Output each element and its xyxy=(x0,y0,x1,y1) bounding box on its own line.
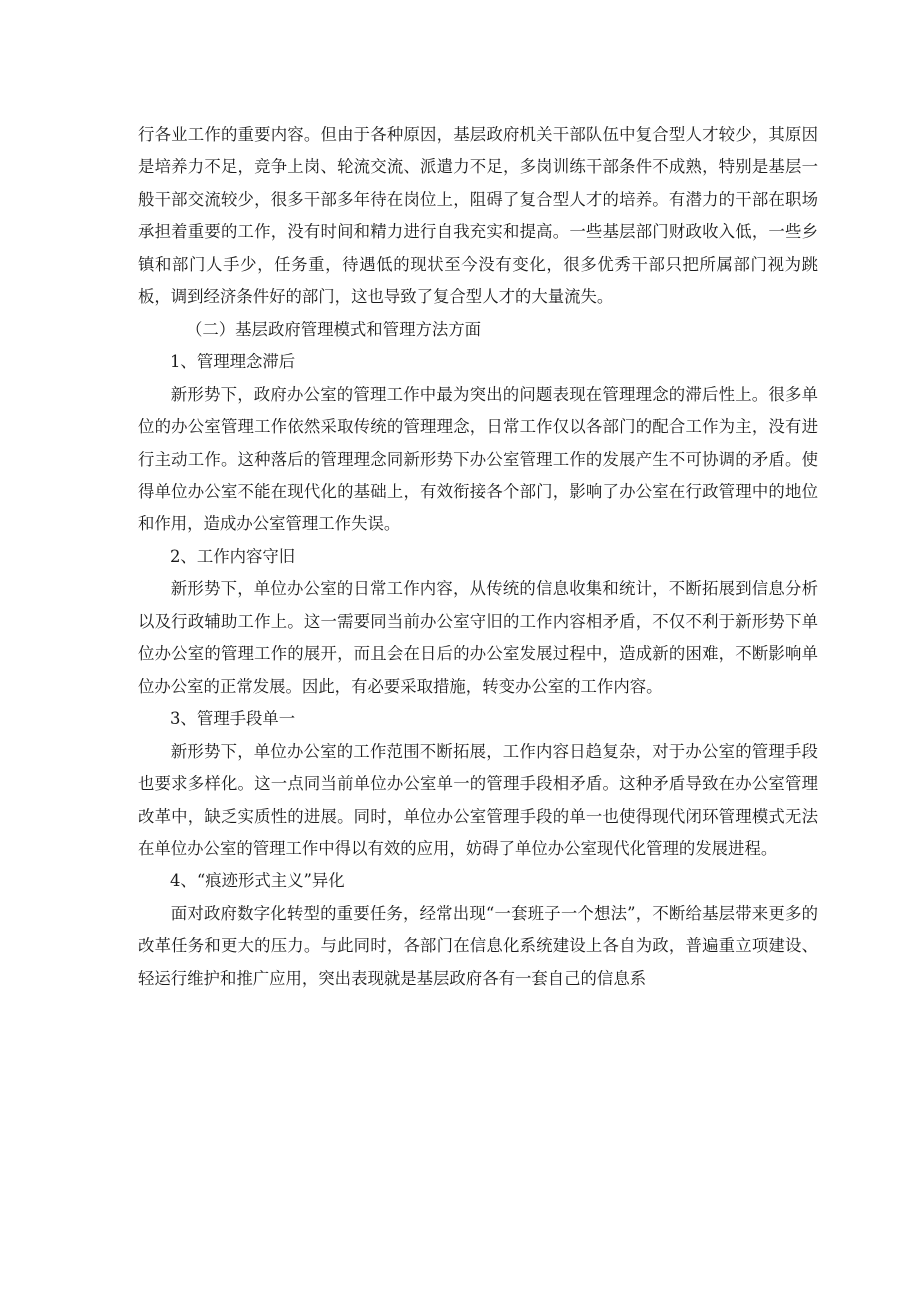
document-body xyxy=(138,119,818,995)
paragraph-work-content: 新形势下，单位办公室的日常工作内容，从传统的信息收集和统计，不断拓展到信息分析以及行政辅助工作上。这一需要同当前办公室守旧的工作内容相矛盾，不仅不利于新形势下单位办公室的管理工作的展开，而且会在日后的办公室发展过程中，造成新的困难，不断影响单位办公室的正常发展。因此，有必要采取措施，转变办公室的工作内容。 xyxy=(138,579,818,696)
paragraph-management-means: 新形势下，单位办公室的工作范围不断拓展，工作内容日趋复杂，对于办公室的管理手段也要求多样化。这一点同当前单位办公室单一的管理手段相矛盾。这种矛盾导致在办公室管理改革中，缺乏实质性的进展。同时，单位办公室管理手段的单一也使得现代闭环管理模式无法在单位办公室的管理工作中得以有效的应用，妨碍了单位办公室现代化管理的发展进程。 xyxy=(138,741,818,858)
paragraph-management-concept: 新形势下，政府办公室的管理工作中最为突出的问题表现在管理理念的滞后性上。很多单位的办公室管理工作依然采取传统的管理理念，日常工作仅以各部门的配合工作为主，没有进行主动工作。这种落后的管理理念同新形势下办公室管理工作的发展产生不可协调的矛盾。使得单位办公室不能在现代化的基础上，有效衔接各个部门，影响了办公室在行政管理中的地位和作用，造成办公室管理工作失误。 xyxy=(138,384,818,534)
item-heading-1: 1、管理理念滞后 xyxy=(170,352,296,372)
item-heading-2: 2、工作内容守旧 xyxy=(170,546,296,566)
item-heading-4: 4、“痕迹形式主义”异化 xyxy=(170,871,345,891)
item-heading-3: 3、管理手段单一 xyxy=(170,709,296,729)
paragraph-formalism: 面对政府数字化转型的重要任务，经常出现“一套班子一个想法”，不断给基层带来更多的改革任务和更大的压力。与此同时，各部门在信息化系统建设上各自为政，普遍重立项建设、轻运行维护和推广应用，突出表现就是基层政府各有一套自己的信息系 xyxy=(138,903,818,988)
paragraph-talent-shortage: 行各业工作的重要内容。但由于各种原因，基层政府机关干部队伍中复合型人才较少，其原因是培养力不足，竞争上岗、轮流交流、派遣力不足，多岗训练干部条件不成熟，特别是基层一般干部交流较少，很多干部多年待在岗位上，阻碍了复合型人才的培养。有潜力的干部在职场承担着重要的工作，没有时间和精力进行自我充实和提高。一些基层部门财政收入低，一些乡镇和部门人手少，任务重，待遇低的现状至今没有变化，很多优秀干部只把所属部门视为跳板，调到经济条件好的部门，这也导致了复合型人才的大量流失。 xyxy=(138,125,818,307)
section-heading-management-mode: （二）基层政府管理模式和管理方法方面 xyxy=(186,319,482,339)
